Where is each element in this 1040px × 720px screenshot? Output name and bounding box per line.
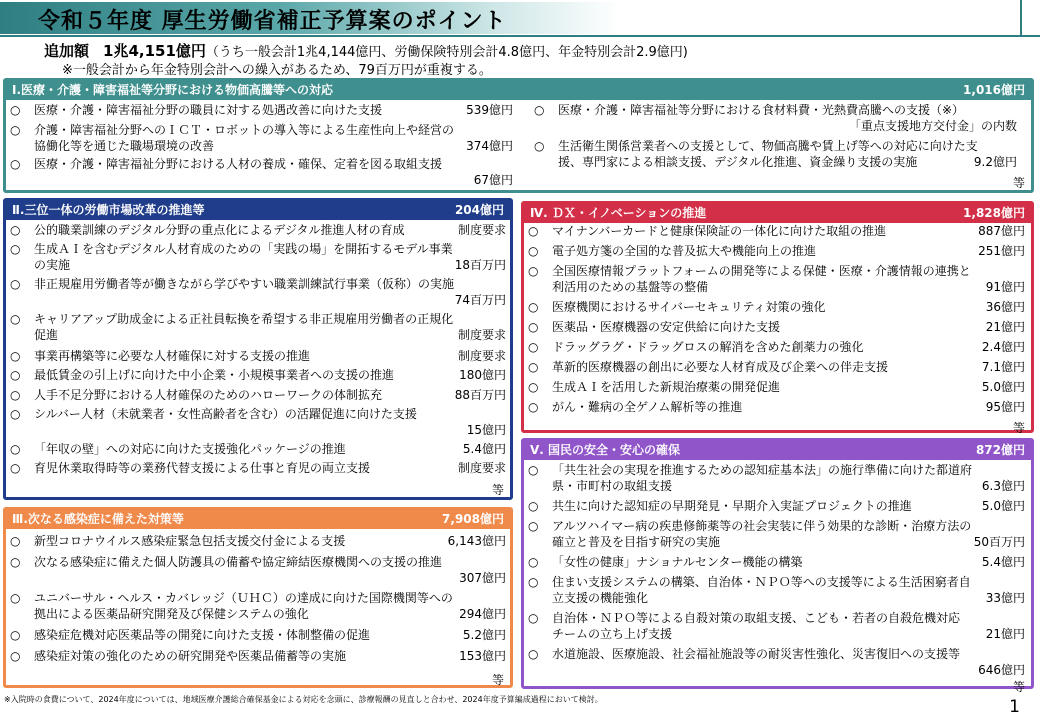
item-text: シルバー人材（未就業者・女性高齢者を含む）の活躍促進に向けた支援 (34, 407, 417, 421)
bullet: ○ (10, 223, 21, 237)
total-detail: （うち一般会計1兆4,144億円、労働保険特別会計4.8億円、年金特別会計2.9億円) (205, 45, 688, 60)
item-text: マイナンバーカードと健康保険証の一体化に向けた取組の推進 (552, 224, 887, 238)
item-amount: 646億円 (978, 663, 1025, 677)
item-text: 感染症対策の強化のための研究開発や医薬品備蓄等の実施 (34, 649, 347, 663)
bullet: ○ (10, 368, 21, 382)
item-text: 医療・介護・障害福祉分野における人材の養成・確保、定着を図る取組支援 (34, 157, 443, 171)
item-text: 立支援の機能強化 (552, 591, 649, 605)
section-2-header (6, 201, 510, 220)
section-4-amount: 1,828億円 (963, 206, 1025, 220)
item-amount: 251億円 (978, 244, 1025, 258)
bullet: ○ (534, 103, 545, 117)
item-text: 電子処方箋の全国的な普及拡大や機能向上の推進 (552, 244, 817, 258)
section-3-amount: 7,908億円 (442, 512, 504, 526)
section-5-header (524, 441, 1031, 460)
bullet: ○ (534, 139, 545, 153)
section-3-title: Ⅲ.次なる感染症に備えた対策等 (12, 512, 184, 526)
item-amount: 307億円 (459, 571, 506, 585)
item-amount: 50百万円 (973, 535, 1025, 549)
bullet: ○ (528, 300, 539, 314)
item-amount: 18百万円 (454, 258, 506, 272)
item-amount: 9.2億円 (973, 155, 1017, 169)
item-amount: 21億円 (985, 320, 1025, 334)
section-5-title: Ⅴ. 国民の安全・安心の確保 (530, 443, 681, 457)
item-amount: 180億円 (459, 368, 506, 382)
item-amount: 95億円 (985, 400, 1025, 414)
item-amount: 7.1億円 (981, 360, 1025, 374)
item-text: 介護・障害福祉分野へのＩＣＴ・ロボットの導入等による生産性向上や経営の (34, 123, 455, 137)
title-bar (0, 0, 1040, 36)
bullet: ○ (528, 499, 539, 513)
section-2 (3, 198, 513, 500)
item-text: 住まい支援システムの構築、自治体・ＮＰＯ等への支援等による生活困窮者自 (552, 575, 971, 589)
section-1-title: Ⅰ.医療・介護・障害福祉等分野における物価高騰等への対応 (12, 83, 334, 97)
item-amount: 2.4億円 (981, 340, 1025, 354)
item-text: 医療機関におけるサイバーセキュリティ対策の強化 (552, 300, 826, 314)
bullet: ○ (10, 461, 21, 475)
item-amount: 5.2億円 (462, 628, 506, 642)
item-text: 水道施設、医療施設、社会福祉施設等の耐災害性強化、災害復旧への支援等 (552, 647, 961, 661)
item-amount: 制度要求 (457, 461, 506, 475)
etc-label: 等 (1012, 421, 1025, 435)
item-amount: 88百万円 (454, 388, 506, 402)
item-amount: 5.0億円 (981, 380, 1025, 394)
item-amount: 5.4億円 (462, 442, 506, 456)
bullet: ○ (10, 277, 21, 291)
item-text: 生活衛生関係営業者への支援として、物価高騰や賃上げ等への対応に向けた支 (558, 139, 978, 153)
bullet: ○ (10, 349, 21, 363)
item-text: 非正規雇用労働者等が働きながら学びやすい職業訓練試行事業（仮称）の実施 (34, 277, 455, 291)
bullet: ○ (528, 264, 539, 278)
item-amount: 「重点支援地方交付金」の内数 (848, 119, 1017, 133)
item-amount: 制度要求 (457, 223, 506, 237)
footnote: ※入院時の食費について、2024年度については、地域医療介護総合確保基金による対応を念頭に、診療報酬の見直しと合わせ、2024年度予算編成過程において検討。 (4, 695, 603, 704)
bullet: ○ (10, 312, 21, 326)
section-1-amount: 1,016億円 (963, 83, 1025, 97)
item-amount: 6.3億円 (981, 479, 1025, 493)
bullet: ○ (10, 442, 21, 456)
item-amount: 67億円 (473, 173, 513, 187)
etc-label: 等 (491, 483, 504, 497)
item-amount: 33億円 (985, 591, 1025, 605)
item-text: 育児休業取得時等の業務代替支援による仕事と育児の両立支援 (34, 461, 371, 475)
section-5-amount: 872億円 (975, 443, 1025, 457)
bullet: ○ (528, 519, 539, 533)
bullet: ○ (10, 407, 21, 421)
item-text: ドラッグラグ・ドラッグロスの解消を含めた創薬力の強化 (552, 340, 864, 354)
item-text: 医療・介護・障害福祉等分野における食材料費・光熱費高騰への支援（※） (558, 103, 965, 117)
item-text: 「年収の壁」への対応に向けた支援強化パッケージの推進 (34, 442, 346, 456)
item-amount: 539億円 (466, 103, 513, 117)
item-text: 生成ＡＩを活用した新規治療薬の開発促進 (552, 380, 781, 394)
bullet: ○ (528, 224, 539, 238)
item-text: 「女性の健康」ナショナルセンター機能の構築 (552, 555, 803, 569)
item-amount: 36億円 (985, 300, 1025, 314)
section-1 (3, 78, 1034, 193)
bullet: ○ (10, 242, 21, 256)
total-label: 追加額 (44, 42, 90, 60)
item-text: 医療・介護・障害福祉分野の職員に対する処遇改善に向けた支援 (34, 103, 383, 117)
bullet: ○ (528, 400, 539, 414)
bullet: ○ (528, 360, 539, 374)
item-text: 共生に向けた認知症の早期発見・早期介入実証プロジェクトの推進 (552, 499, 912, 513)
item-amount: 21億円 (985, 627, 1025, 641)
bullet: ○ (528, 340, 539, 354)
item-amount: 153億円 (459, 649, 506, 663)
item-text: 公的職業訓練のデジタル分野の重点化によるデジタル推進人材の育成 (34, 223, 405, 237)
total-note: ※一般会計から年金特別会計への繰入があるため、79百万円が重複する。 (62, 63, 492, 78)
item-text: 「共生社会の実現を推進するための認知症基本法」の施行準備に向けた都道府 (552, 463, 973, 477)
total-amount: 1兆4,151億円 (103, 42, 206, 60)
page-title: 令和５年度 厚生労働省補正予算案のポイント (38, 9, 507, 34)
bullet: ○ (10, 628, 21, 642)
item-amount: 制度要求 (457, 349, 506, 363)
item-amount: 887億円 (978, 224, 1025, 238)
item-text: 確立と普及を目指す研究の実施 (552, 535, 721, 549)
section-2-title: Ⅱ.三位一体の労働市場改革の推進等 (12, 203, 205, 217)
section-2-amount: 204億円 (454, 203, 504, 217)
bullet: ○ (10, 123, 21, 137)
item-text: 新型コロナウイルス感染症緊急包括支援交付金による支援 (34, 534, 346, 548)
bullet: ○ (10, 555, 21, 569)
bullet: ○ (10, 388, 21, 402)
item-text: 全国医療情報プラットフォームの開発等による保健・医療・介護情報の連携と (552, 264, 971, 278)
item-amount: 294億円 (459, 607, 506, 621)
etc-label: 等 (1012, 176, 1025, 190)
item-text: 拠出による医薬品研究開発及び保健システムの強化 (34, 607, 309, 621)
item-text: アルツハイマー病の疾患修飾薬等の社会実装に伴う効果的な診断・治療方法の (552, 519, 972, 533)
item-text: がん・難病の全ゲノム解析等の推進 (552, 400, 743, 414)
section-1-header (6, 81, 1031, 100)
bullet: ○ (528, 463, 539, 477)
item-text: 感染症危機対応医薬品等の開発に向けた支援・体制整備の促進 (34, 628, 371, 642)
item-amount: 5.4億円 (981, 555, 1025, 569)
item-text: ユニバーサル・ヘルス・カバレッジ（ＵＨＣ）の達成に向けた国際機関等への (34, 591, 453, 605)
bullet: ○ (10, 534, 21, 548)
bullet: ○ (10, 157, 21, 171)
section-5 (521, 438, 1034, 694)
item-amount: 制度要求 (457, 328, 506, 342)
bullet: ○ (528, 380, 539, 394)
bullet: ○ (528, 647, 539, 661)
item-text: 人手不足分野における人材確保のためのハローワークの体制拡充 (34, 388, 383, 402)
item-amount: 15億円 (466, 423, 506, 437)
bullet: ○ (528, 555, 539, 569)
item-amount: 6,143億円 (447, 534, 506, 548)
item-text: 次なる感染症に備えた個人防護具の備蓄や協定締結医療機関への支援の推進 (34, 555, 443, 569)
item-text: 援、専門家による相談支援、デジタル化推進、資金繰り支援の実施 (558, 155, 918, 169)
item-text: 自治体・ＮＰＯ等による自殺対策の取組支援、こども・若者の自殺危機対応 (552, 611, 961, 625)
bullet: ○ (528, 611, 539, 625)
item-text: 事業再構築等に必要な人材確保に対する支援の推進 (34, 349, 311, 363)
item-text: 県・市町村の取組支援 (552, 479, 673, 493)
item-text: 最低賃金の引上げに向けた中小企業・小規模事業者への支援の推進 (34, 368, 395, 382)
section-4-header (524, 204, 1031, 223)
bullet: ○ (10, 591, 21, 605)
item-text: 革新的医療機器の創出に必要な人材育成及び企業への伴走支援 (552, 360, 889, 374)
total-amount-line (44, 40, 688, 61)
bullet: ○ (528, 244, 539, 258)
item-amount: 374億円 (466, 139, 513, 153)
item-amount: 74百万円 (454, 293, 506, 307)
item-text: 促進 (34, 328, 59, 342)
section-4-title: Ⅳ. ＤＸ・イノベーションの推進 (530, 206, 707, 220)
title-underline (0, 35, 1040, 37)
section-4 (521, 201, 1034, 433)
bullet: ○ (10, 103, 21, 117)
item-text: 医薬品・医療機器の安定供給に向けた支援 (552, 320, 781, 334)
etc-label: 等 (491, 673, 504, 687)
item-text: 利活用のための基盤等の整備 (552, 280, 709, 294)
item-text: チームの立ち上げ支援 (552, 627, 673, 641)
item-amount: 91億円 (985, 280, 1025, 294)
title-right-rule (1020, 0, 1022, 36)
bullet: ○ (528, 575, 539, 589)
item-text: キャリアアップ助成金による正社員転換を希望する非正規雇用労働者の正規化 (34, 312, 454, 326)
item-text: の実施 (34, 258, 71, 272)
bullet: ○ (528, 320, 539, 334)
item-amount: 5.0億円 (981, 499, 1025, 513)
item-text: 生成ＡＩを含むデジタル人材育成のための「実践の場」を開拓するモデル事業 (34, 242, 453, 256)
page-number: 1 (1009, 697, 1020, 717)
section-3 (3, 507, 513, 688)
section-3-header (6, 510, 510, 529)
etc-label: 等 (1012, 680, 1025, 694)
bullet: ○ (10, 649, 21, 663)
item-text: 協働化等を通じた職場環境の改善 (34, 139, 215, 153)
